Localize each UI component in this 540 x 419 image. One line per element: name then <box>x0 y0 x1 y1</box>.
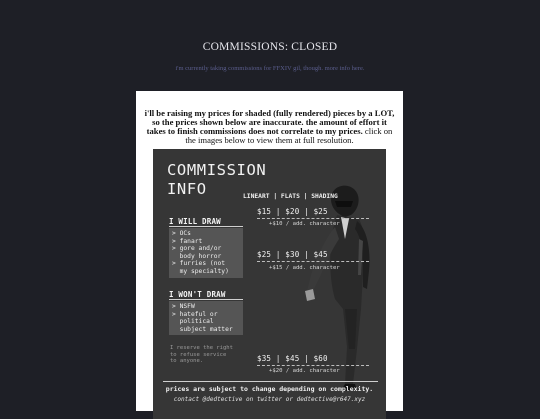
reserve-line: I reserve the right <box>170 345 233 351</box>
will-draw-heading: I WILL DRAW <box>169 217 221 226</box>
price-tier-2-add-character: +$15 / add. character <box>269 265 340 271</box>
commission-card <box>136 91 403 411</box>
price-tier-3-divider <box>257 365 369 366</box>
page-title: COMMISSIONS: CLOSED <box>202 41 338 53</box>
price-tier-1-divider <box>257 218 369 219</box>
contact-info: contact @dedtective on twitter or dedtective@r647.xyz <box>173 396 366 403</box>
commission-info-image[interactable] <box>153 149 386 419</box>
notice-normal-text: click on the images below to view them at full resolution. <box>185 126 393 145</box>
reserve-line: to anyone. <box>170 358 204 364</box>
price-tier-2-divider <box>257 261 369 262</box>
list-item: > NSFW <box>172 303 195 310</box>
list-item: subject matter <box>172 325 233 333</box>
price-tier-1: $15 | $20 | $25 <box>257 207 328 216</box>
wont-draw-list <box>169 301 243 335</box>
will-draw-list <box>169 228 243 278</box>
sheet-title-line2: INFO <box>167 180 207 198</box>
price-column-headers: LINEART | FLATS | SHADING <box>243 193 338 200</box>
list-item: > gore and/or <box>172 245 222 253</box>
price-tier-3-add-character: +$20 / add. character <box>269 368 340 374</box>
sheet-title-line1: COMMISSION <box>167 161 267 179</box>
price-tier-2: $25 | $30 | $45 <box>257 250 328 259</box>
list-item: political <box>172 318 214 326</box>
list-item: > hateful or <box>172 310 218 318</box>
footer-divider <box>163 381 378 382</box>
price-change-note: prices are subject to change depending on complexity. <box>165 385 374 393</box>
price-tier-3: $35 | $45 | $60 <box>257 354 328 363</box>
wont-draw-divider <box>169 299 243 300</box>
notice-bold-text: i'll be raising my prices for shaded (fully rendered) pieces by a LOT, so the prices shown below are inaccurate. the amount of effort it takes to finish commissions does not correlate to my prices. <box>144 108 395 136</box>
reserve-line: to refuse service <box>170 351 227 358</box>
price-tier-1-add-character: +$10 / add. character <box>269 221 340 227</box>
list-item: body horror <box>172 252 222 260</box>
list-item: > OCs <box>172 230 191 237</box>
wont-draw-heading: I WON'T DRAW <box>169 290 226 299</box>
list-item: my specialty) <box>172 267 229 275</box>
page-subtitle-link[interactable]: i'm currently taking commissions for FFXIV gil, though. more info here. <box>175 65 365 72</box>
list-item: > furries (not <box>172 260 226 268</box>
price-notice <box>142 109 397 145</box>
reserve-right-note <box>170 345 233 365</box>
will-draw-divider <box>169 226 243 227</box>
list-item: > fanart <box>172 237 203 245</box>
